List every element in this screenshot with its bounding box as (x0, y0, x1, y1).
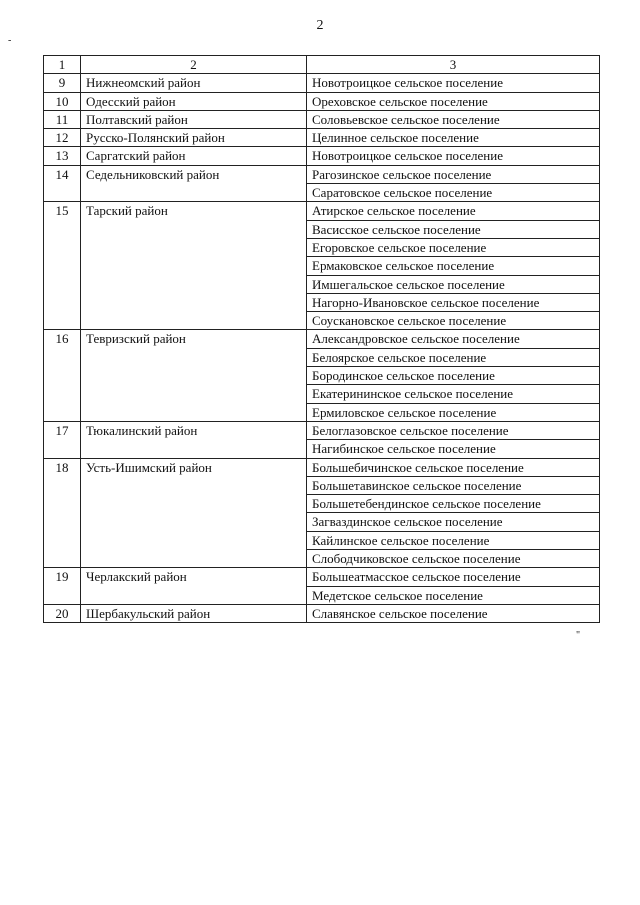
column-header-2: 2 (81, 56, 307, 74)
settlement-cell: Загваздинское сельское поселение (307, 513, 600, 531)
table-body (44, 56, 600, 623)
row-number-cell: 11 (44, 110, 81, 128)
district-cell: Тюкалинский район (81, 421, 307, 458)
row-number-cell: 14 (44, 165, 81, 202)
table-row (44, 458, 600, 476)
settlement-cell: Большеатмасское сельское поселение (307, 568, 600, 586)
settlement-cell: Бородинское сельское поселение (307, 367, 600, 385)
settlement-cell: Соловьевское сельское поселение (307, 110, 600, 128)
settlement-cell: Ермиловское сельское поселение (307, 403, 600, 421)
district-cell: Черлакский район (81, 568, 307, 605)
settlement-cell: Рагозинское сельское поселение (307, 165, 600, 183)
district-cell: Седельниковский район (81, 165, 307, 202)
row-number-cell: 9 (44, 74, 81, 92)
district-cell: Тевризский район (81, 330, 307, 421)
settlement-cell: Екатерининское сельское поселение (307, 385, 600, 403)
table-row (44, 421, 600, 439)
column-header-1: 1 (44, 56, 81, 74)
column-header-3: 3 (307, 56, 600, 74)
settlement-cell: Кайлинское сельское поселение (307, 531, 600, 549)
row-number-cell: 10 (44, 92, 81, 110)
table-row (44, 165, 600, 183)
row-number-cell: 15 (44, 202, 81, 330)
settlement-cell: Александровское сельское поселение (307, 330, 600, 348)
table-row (44, 74, 600, 92)
settlement-cell: Белоярское сельское поселение (307, 348, 600, 366)
settlement-cell: Егоровское сельское поселение (307, 238, 600, 256)
settlement-cell: Большетавинское сельское поселение (307, 476, 600, 494)
table-row (44, 202, 600, 220)
district-cell: Усть-Ишимский район (81, 458, 307, 568)
settlement-cell: Соускановское сельское поселение (307, 312, 600, 330)
table-row (44, 147, 600, 165)
page-number: 2 (316, 18, 324, 33)
row-number-cell: 12 (44, 129, 81, 147)
closing-quote: " (576, 630, 581, 641)
settlement-cell: Целинное сельское поселение (307, 129, 600, 147)
settlement-cell: Слободчиковское сельское поселение (307, 550, 600, 568)
table-row (44, 92, 600, 110)
settlement-cell: Нагорно-Ивановское сельское поселение (307, 293, 600, 311)
row-number-cell: 19 (44, 568, 81, 605)
district-cell: Полтавский район (81, 110, 307, 128)
settlement-cell: Имшегальское сельское поселение (307, 275, 600, 293)
district-cell: Тарский район (81, 202, 307, 330)
row-number-cell: 20 (44, 604, 81, 622)
settlement-cell: Новотроицкое сельское поселение (307, 74, 600, 92)
district-cell: Саргатский район (81, 147, 307, 165)
settlement-cell: Новотроицкое сельское поселение (307, 147, 600, 165)
table-row (44, 330, 600, 348)
table-row (44, 129, 600, 147)
district-cell: Нижнеомский район (81, 74, 307, 92)
settlement-cell: Большебичинское сельское поселение (307, 458, 600, 476)
table-row (44, 568, 600, 586)
settlement-cell: Белоглазовское сельское поселение (307, 421, 600, 439)
settlement-cell: Ермаковское сельское поселение (307, 257, 600, 275)
row-number-cell: 13 (44, 147, 81, 165)
settlement-cell: Медетское сельское поселение (307, 586, 600, 604)
margin-mark: - (8, 35, 12, 46)
row-number-cell: 17 (44, 421, 81, 458)
settlement-cell: Славянское сельское поселение (307, 604, 600, 622)
settlement-cell: Саратовское сельское поселение (307, 184, 600, 202)
table-header-row (44, 56, 600, 74)
settlement-cell: Нагибинское сельское поселение (307, 440, 600, 458)
table-row (44, 110, 600, 128)
district-cell: Одесский район (81, 92, 307, 110)
row-number-cell: 18 (44, 458, 81, 568)
settlement-cell: Атирское сельское поселение (307, 202, 600, 220)
table-row (44, 604, 600, 622)
row-number-cell: 16 (44, 330, 81, 421)
settlement-cell: Ореховское сельское поселение (307, 92, 600, 110)
settlement-cell: Васисское сельское поселение (307, 220, 600, 238)
district-cell: Русско-Полянский район (81, 129, 307, 147)
district-cell: Шербакульский район (81, 604, 307, 622)
settlements-table (43, 55, 600, 623)
settlement-cell: Большетебендинское сельское поселение (307, 495, 600, 513)
